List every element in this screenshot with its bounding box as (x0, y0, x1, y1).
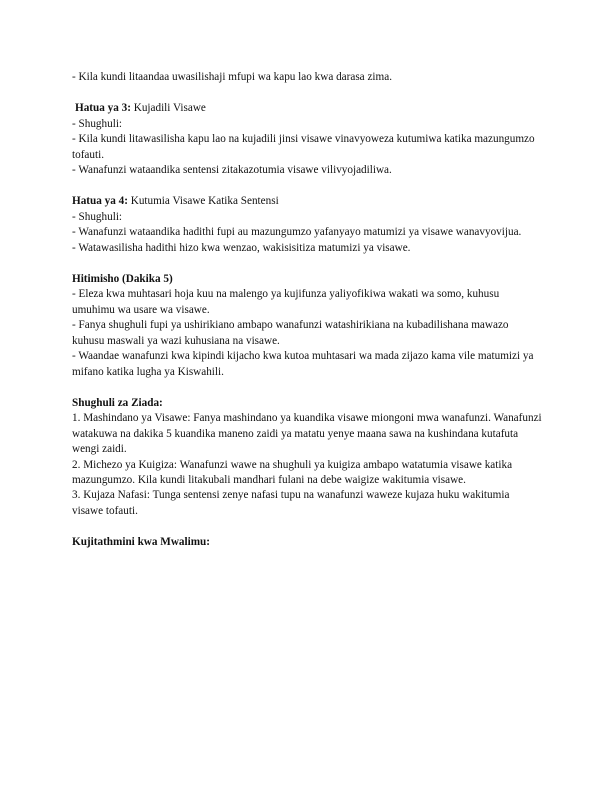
step3-label: Hatua ya 3: (75, 102, 131, 115)
step4-heading (72, 194, 542, 209)
step4-line: - Watawasilisha hadithi hizo kwa wenzao, wakisisitiza matumizi ya visawe. (72, 241, 411, 254)
spacer (72, 519, 542, 535)
conclusion-heading: Hitimisho (Dakika 5) (72, 273, 173, 286)
spacer (72, 256, 542, 272)
extra-activity-item: 1. Mashindano ya Visawe: Fanya mashindano ya kuandika visawe miongoni mwa wanafunzi. Wanafunzi watakuwa na dakika 5 kuandika maneno zaidi ya matatu yenye maana sawa na kushindana kutafuta wengi zaidi. (72, 412, 542, 456)
conclusion-line: - Eleza kwa muhtasari hoja kuu na malengo ya kujifunza yaliyofikiwa wakati wa somo, kuhusu umuhimu wa usare wa visawe. (72, 288, 500, 316)
self-evaluation-heading: Kujitathmini kwa Mwalimu: (72, 536, 210, 549)
self-evaluation-section (72, 535, 542, 550)
step3-line: - Wanafunzi wataandika sentensi zitakazotumia visawe vilivyojadiliwa. (72, 164, 392, 177)
intro-line: - Kila kundi litaandaa uwasilishaji mfupi wa kapu lao kwa darasa zima. (72, 71, 392, 83)
step3-line: - Kila kundi litawasilisha kapu lao na kujadili jinsi visawe vinavyoweza kutumiwa katika mazungumzo tofauti. (72, 133, 535, 161)
step4-title: Kutumia Visawe Katika Sentensi (127, 195, 279, 208)
step4-section (72, 194, 542, 256)
step3-section (72, 101, 542, 178)
step3-line: - Shughuli: (72, 117, 123, 130)
spacer (72, 85, 542, 101)
step4-line: - Shughuli: (72, 210, 123, 223)
step4-label: Hatua ya 4: (72, 195, 128, 208)
step3-title: Kujadili Visawe (130, 102, 206, 115)
spacer (72, 380, 542, 396)
document-page (72, 70, 542, 551)
extra-activity-item: 3. Kujaza Nafasi: Tunga sentensi zenye nafasi tupu na wanafunzi waweze kujaza huku wakitumia visawe tofauti. (72, 489, 510, 517)
extra-activities-heading: Shughuli za Ziada: (72, 396, 163, 409)
step3-heading (72, 101, 542, 116)
conclusion-line: - Waandae wanafunzi kwa kipindi kijacho kwa kutoa muhtasari wa mada zijazo kama vile matumizi ya mifano katika lugha ya Kiswahili. (72, 350, 534, 378)
extra-activities-section (72, 396, 542, 519)
step4-line: - Wanafunzi wataandika hadithi fupi au mazungumzo yafanyayo matumizi ya visawe wanavyovijua. (72, 226, 522, 239)
conclusion-section (72, 272, 542, 380)
extra-activity-item: 2. Michezo ya Kuigiza: Wanafunzi wawe na shughuli ya kuigiza ambapo watatumia visawe katika mazungumzo. Kila kundi litakubali mandhari fulani na debe waigize wakitumia visawe. (72, 458, 513, 486)
conclusion-line: - Fanya shughuli fupi ya ushirikiano ambapo wanafunzi watashirikiana na kubadilishana mawazo kuhusu maswali ya wazi kuhusiana na visawe. (72, 319, 509, 347)
spacer (72, 178, 542, 194)
